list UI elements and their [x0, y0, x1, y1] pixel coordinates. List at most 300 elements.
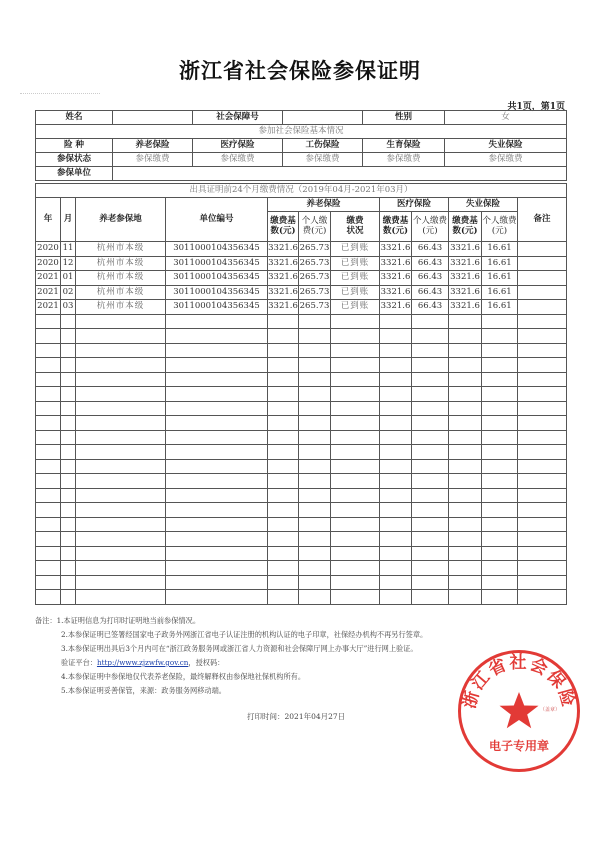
empty-payment-row — [36, 343, 567, 358]
empty-cell — [299, 503, 331, 518]
empty-cell — [76, 430, 166, 445]
insurance-type-injury: 工伤保险 — [283, 139, 363, 153]
gender-value: 女 — [445, 111, 567, 125]
star-icon — [500, 692, 539, 728]
empty-cell — [331, 416, 380, 431]
seal-center-note: （盖章） — [540, 707, 561, 713]
empty-cell — [449, 430, 482, 445]
empty-cell — [449, 358, 482, 373]
empty-cell — [518, 561, 567, 576]
cell-pension-personal: 265.73 — [299, 242, 331, 257]
empty-cell — [36, 488, 61, 503]
empty-cell — [299, 387, 331, 402]
empty-cell — [449, 561, 482, 576]
cell-pension-base: 3321.6 — [268, 242, 299, 257]
empty-cell — [518, 401, 567, 416]
cell-unemp-personal: 16.61 — [482, 285, 518, 300]
empty-cell — [61, 372, 76, 387]
empty-cell — [76, 474, 166, 489]
notes-label: 备注： — [35, 616, 57, 625]
empty-cell — [268, 459, 299, 474]
empty-cell — [61, 517, 76, 532]
empty-cell — [61, 358, 76, 373]
empty-cell — [331, 401, 380, 416]
empty-cell — [268, 430, 299, 445]
cell-pension-status: 已到账 — [331, 300, 380, 315]
payment-row — [36, 256, 567, 271]
empty-cell — [331, 387, 380, 402]
empty-cell — [380, 387, 412, 402]
empty-cell — [380, 430, 412, 445]
cell-place: 杭州市本级 — [76, 256, 166, 271]
empty-cell — [299, 430, 331, 445]
empty-cell — [36, 474, 61, 489]
empty-cell — [449, 372, 482, 387]
cell-medical-personal: 66.43 — [412, 285, 449, 300]
empty-cell — [518, 459, 567, 474]
insurance-type-unemployment: 失业保险 — [445, 139, 567, 153]
empty-cell — [482, 387, 518, 402]
empty-cell — [166, 445, 268, 460]
empty-cell — [482, 459, 518, 474]
empty-cell — [299, 358, 331, 373]
gender-label: 性别 — [363, 111, 445, 125]
empty-cell — [299, 546, 331, 561]
empty-cell — [449, 517, 482, 532]
empty-cell — [412, 430, 449, 445]
empty-cell — [449, 575, 482, 590]
empty-cell — [76, 459, 166, 474]
header-medical: 医疗保险 — [380, 198, 449, 212]
name-row — [36, 111, 567, 125]
empty-cell — [412, 561, 449, 576]
empty-cell — [412, 416, 449, 431]
empty-cell — [299, 590, 331, 605]
empty-cell — [268, 401, 299, 416]
empty-cell — [61, 387, 76, 402]
empty-cell — [36, 503, 61, 518]
cell-year: 2020 — [36, 256, 61, 271]
empty-payment-row — [36, 314, 567, 329]
note-1: 备注：1.本证明信息为打印时证明地当前参保情况。 — [35, 616, 201, 625]
empty-cell — [166, 590, 268, 605]
header-pension-base: 缴费基数(元) — [268, 212, 299, 242]
empty-cell — [61, 329, 76, 344]
print-time: 打印时间：2021年04月27日 — [247, 712, 346, 721]
empty-cell — [449, 546, 482, 561]
empty-cell — [449, 314, 482, 329]
empty-cell — [380, 517, 412, 532]
empty-cell — [331, 329, 380, 344]
empty-cell — [268, 343, 299, 358]
empty-cell — [36, 575, 61, 590]
empty-cell — [268, 561, 299, 576]
cell-pension-base: 3321.6 — [268, 300, 299, 315]
empty-cell — [482, 416, 518, 431]
header-year: 年 — [36, 198, 61, 242]
empty-cell — [61, 343, 76, 358]
empty-cell — [380, 488, 412, 503]
cell-remark — [518, 300, 567, 315]
empty-cell — [299, 532, 331, 547]
cell-year: 2021 — [36, 300, 61, 315]
empty-cell — [166, 546, 268, 561]
empty-cell — [268, 590, 299, 605]
empty-payment-row — [36, 532, 567, 547]
empty-cell — [76, 416, 166, 431]
empty-cell — [412, 590, 449, 605]
empty-cell — [76, 329, 166, 344]
empty-cell — [299, 329, 331, 344]
status-label: 参保状态 — [36, 153, 113, 167]
empty-cell — [36, 590, 61, 605]
empty-cell — [482, 358, 518, 373]
empty-cell — [412, 488, 449, 503]
empty-cell — [166, 561, 268, 576]
status-row — [36, 153, 567, 167]
payment-header-row-1 — [36, 198, 567, 212]
empty-cell — [61, 459, 76, 474]
ssn-value — [283, 111, 363, 125]
empty-cell — [380, 372, 412, 387]
empty-cell — [331, 314, 380, 329]
empty-cell — [482, 575, 518, 590]
empty-cell — [482, 372, 518, 387]
empty-cell — [412, 314, 449, 329]
cell-unemp-base: 3321.6 — [449, 256, 482, 271]
header-unemp-base: 缴费基数(元) — [449, 212, 482, 242]
cell-unemp-base: 3321.6 — [449, 242, 482, 257]
empty-cell — [61, 445, 76, 460]
empty-cell — [449, 445, 482, 460]
empty-cell — [482, 546, 518, 561]
cell-pension-base: 3321.6 — [268, 256, 299, 271]
empty-cell — [76, 590, 166, 605]
empty-payment-row — [36, 546, 567, 561]
empty-cell — [61, 575, 76, 590]
empty-cell — [412, 401, 449, 416]
empty-cell — [380, 358, 412, 373]
empty-cell — [166, 314, 268, 329]
note-verify: 验证平台：http://www.zjzwfw.gov.cn，授权码： — [61, 658, 225, 667]
empty-cell — [36, 445, 61, 460]
header-month: 月 — [61, 198, 76, 242]
empty-cell — [166, 387, 268, 402]
ssn-label: 社会保障号 — [193, 111, 283, 125]
empty-cell — [482, 517, 518, 532]
empty-cell — [76, 401, 166, 416]
empty-cell — [76, 532, 166, 547]
empty-cell — [36, 314, 61, 329]
cell-pension-status: 已到账 — [331, 256, 380, 271]
empty-cell — [518, 590, 567, 605]
empty-cell — [482, 503, 518, 518]
empty-cell — [331, 459, 380, 474]
status-medical: 参保缴费 — [193, 153, 283, 167]
empty-cell — [331, 488, 380, 503]
empty-payment-row — [36, 387, 567, 402]
empty-cell — [61, 532, 76, 547]
empty-cell — [166, 575, 268, 590]
seal-graphic — [458, 650, 580, 772]
empty-cell — [299, 343, 331, 358]
empty-payment-row — [36, 488, 567, 503]
empty-cell — [166, 503, 268, 518]
empty-cell — [268, 445, 299, 460]
empty-cell — [331, 358, 380, 373]
empty-cell — [518, 416, 567, 431]
basic-info-table — [35, 110, 567, 181]
empty-payment-row — [36, 474, 567, 489]
header-pension: 养老保险 — [268, 198, 380, 212]
empty-payment-row — [36, 329, 567, 344]
empty-cell — [380, 474, 412, 489]
empty-cell — [412, 358, 449, 373]
empty-cell — [380, 416, 412, 431]
insurance-type-maternity: 生育保险 — [363, 139, 445, 153]
empty-cell — [166, 459, 268, 474]
cell-pension-personal: 265.73 — [299, 256, 331, 271]
empty-cell — [76, 387, 166, 402]
insurance-type-label: 险 种 — [36, 139, 113, 153]
empty-cell — [518, 517, 567, 532]
empty-cell — [299, 401, 331, 416]
empty-cell — [331, 590, 380, 605]
basic-section-title: 参加社会保险基本情况 — [36, 125, 567, 139]
cell-pension-personal: 265.73 — [299, 285, 331, 300]
payment-row — [36, 271, 567, 286]
empty-cell — [268, 546, 299, 561]
empty-cell — [482, 590, 518, 605]
empty-payment-row — [36, 430, 567, 445]
cell-medical-base: 3321.6 — [380, 271, 412, 286]
empty-cell — [36, 517, 61, 532]
empty-cell — [412, 329, 449, 344]
empty-cell — [268, 372, 299, 387]
empty-cell — [61, 503, 76, 518]
empty-payment-row — [36, 358, 567, 373]
empty-cell — [482, 445, 518, 460]
empty-cell — [449, 459, 482, 474]
cell-pension-personal: 265.73 — [299, 300, 331, 315]
cell-unemp-base: 3321.6 — [449, 285, 482, 300]
empty-cell — [299, 561, 331, 576]
empty-cell — [299, 575, 331, 590]
empty-cell — [449, 532, 482, 547]
name-label: 姓名 — [36, 111, 113, 125]
empty-cell — [412, 546, 449, 561]
header-medical-personal: 个人缴费(元) — [412, 212, 449, 242]
empty-cell — [268, 416, 299, 431]
cell-medical-personal: 66.43 — [412, 256, 449, 271]
cell-medical-base: 3321.6 — [380, 300, 412, 315]
seal-bottom-text: 电子专用章 — [488, 739, 550, 753]
empty-cell — [61, 416, 76, 431]
cell-unit-code: 3011000104356345 — [166, 300, 268, 315]
empty-cell — [380, 314, 412, 329]
empty-cell — [518, 546, 567, 561]
cell-medical-base: 3321.6 — [380, 285, 412, 300]
empty-cell — [76, 575, 166, 590]
empty-cell — [166, 474, 268, 489]
empty-cell — [380, 329, 412, 344]
empty-cell — [166, 358, 268, 373]
note-2: 2.本参保证明已签署经国家电子政务外网浙江省电子认证注册的机构认证的电子印章，社保经办机构不再另行签章。 — [61, 630, 428, 639]
note-4: 4.本参保证明中参保地仅代表养老保险，最终解释权由参保地社保机构所有。 — [61, 672, 306, 681]
empty-cell — [518, 372, 567, 387]
empty-cell — [449, 401, 482, 416]
cell-unemp-personal: 16.61 — [482, 256, 518, 271]
employer-row — [36, 167, 567, 181]
empty-cell — [299, 314, 331, 329]
cell-unit-code: 3011000104356345 — [166, 271, 268, 286]
cell-unemp-base: 3321.6 — [449, 271, 482, 286]
cell-remark — [518, 285, 567, 300]
empty-cell — [518, 343, 567, 358]
empty-cell — [449, 343, 482, 358]
empty-cell — [268, 575, 299, 590]
empty-cell — [61, 401, 76, 416]
empty-payment-row — [36, 503, 567, 518]
name-value — [113, 111, 193, 125]
empty-cell — [299, 416, 331, 431]
header-unit-code: 单位编号 — [166, 198, 268, 242]
empty-cell — [166, 488, 268, 503]
cell-pension-status: 已到账 — [331, 271, 380, 286]
cell-medical-base: 3321.6 — [380, 256, 412, 271]
cell-unit-code: 3011000104356345 — [166, 285, 268, 300]
empty-cell — [482, 401, 518, 416]
empty-cell — [449, 590, 482, 605]
empty-cell — [412, 575, 449, 590]
empty-cell — [518, 532, 567, 547]
empty-payment-row — [36, 401, 567, 416]
cell-month: 12 — [61, 256, 76, 271]
empty-cell — [482, 532, 518, 547]
empty-cell — [268, 517, 299, 532]
empty-cell — [76, 445, 166, 460]
empty-cell — [380, 459, 412, 474]
empty-cell — [166, 430, 268, 445]
empty-cell — [268, 474, 299, 489]
cell-month: 11 — [61, 242, 76, 257]
empty-cell — [166, 532, 268, 547]
empty-cell — [36, 430, 61, 445]
empty-cell — [36, 372, 61, 387]
empty-cell — [518, 445, 567, 460]
document-title: 浙江省社会保险参保证明 — [179, 58, 421, 83]
empty-cell — [518, 488, 567, 503]
verify-link[interactable]: http://www.zjzwfw.gov.cn — [96, 658, 189, 667]
payment-row — [36, 285, 567, 300]
cell-year: 2021 — [36, 285, 61, 300]
insurance-type-row — [36, 139, 567, 153]
empty-cell — [299, 372, 331, 387]
empty-cell — [166, 517, 268, 532]
header-remark: 备注 — [518, 198, 567, 242]
header-pension-status: 缴费状况 — [331, 212, 380, 242]
payment-row — [36, 242, 567, 257]
cell-month: 01 — [61, 271, 76, 286]
empty-cell — [482, 329, 518, 344]
empty-payment-row — [36, 575, 567, 590]
empty-cell — [36, 387, 61, 402]
cell-place: 杭州市本级 — [76, 242, 166, 257]
empty-cell — [268, 314, 299, 329]
basic-section-row — [36, 125, 567, 139]
empty-cell — [61, 314, 76, 329]
payment-row — [36, 300, 567, 315]
empty-cell — [331, 546, 380, 561]
empty-cell — [76, 343, 166, 358]
empty-cell — [268, 532, 299, 547]
empty-cell — [412, 343, 449, 358]
empty-cell — [482, 343, 518, 358]
payment-section-row — [36, 184, 567, 198]
empty-cell — [449, 488, 482, 503]
empty-cell — [380, 445, 412, 460]
payment-table — [35, 183, 567, 605]
empty-cell — [166, 401, 268, 416]
empty-payment-row — [36, 416, 567, 431]
empty-payment-row — [36, 590, 567, 605]
empty-cell — [268, 329, 299, 344]
empty-cell — [380, 401, 412, 416]
empty-cell — [412, 474, 449, 489]
empty-cell — [76, 561, 166, 576]
insurance-type-pension: 养老保险 — [113, 139, 193, 153]
empty-cell — [36, 459, 61, 474]
empty-cell — [412, 445, 449, 460]
empty-cell — [482, 488, 518, 503]
empty-cell — [76, 314, 166, 329]
cell-pension-base: 3321.6 — [268, 285, 299, 300]
header-medical-base: 缴费基数(元) — [380, 212, 412, 242]
status-injury: 参保缴费 — [283, 153, 363, 167]
empty-cell — [380, 343, 412, 358]
status-pension: 参保缴费 — [113, 153, 193, 167]
empty-cell — [76, 358, 166, 373]
empty-cell — [299, 517, 331, 532]
empty-cell — [36, 546, 61, 561]
empty-cell — [518, 474, 567, 489]
header-pension-personal: 个人缴费(元) — [299, 212, 331, 242]
empty-cell — [61, 546, 76, 561]
empty-payment-row — [36, 517, 567, 532]
seal-arc-text: 浙江省社会保险 — [459, 653, 579, 711]
cell-remark — [518, 242, 567, 257]
cell-pension-status: 已到账 — [331, 285, 380, 300]
empty-cell — [166, 343, 268, 358]
empty-cell — [518, 430, 567, 445]
cell-place: 杭州市本级 — [76, 300, 166, 315]
empty-cell — [76, 488, 166, 503]
empty-cell — [76, 372, 166, 387]
cell-unemp-personal: 16.61 — [482, 271, 518, 286]
empty-payment-row — [36, 561, 567, 576]
empty-cell — [331, 372, 380, 387]
empty-cell — [76, 546, 166, 561]
empty-cell — [36, 561, 61, 576]
empty-cell — [518, 329, 567, 344]
empty-payment-row — [36, 372, 567, 387]
empty-cell — [412, 517, 449, 532]
empty-cell — [166, 416, 268, 431]
empty-cell — [61, 430, 76, 445]
empty-cell — [449, 329, 482, 344]
cell-medical-personal: 66.43 — [412, 271, 449, 286]
empty-cell — [36, 343, 61, 358]
